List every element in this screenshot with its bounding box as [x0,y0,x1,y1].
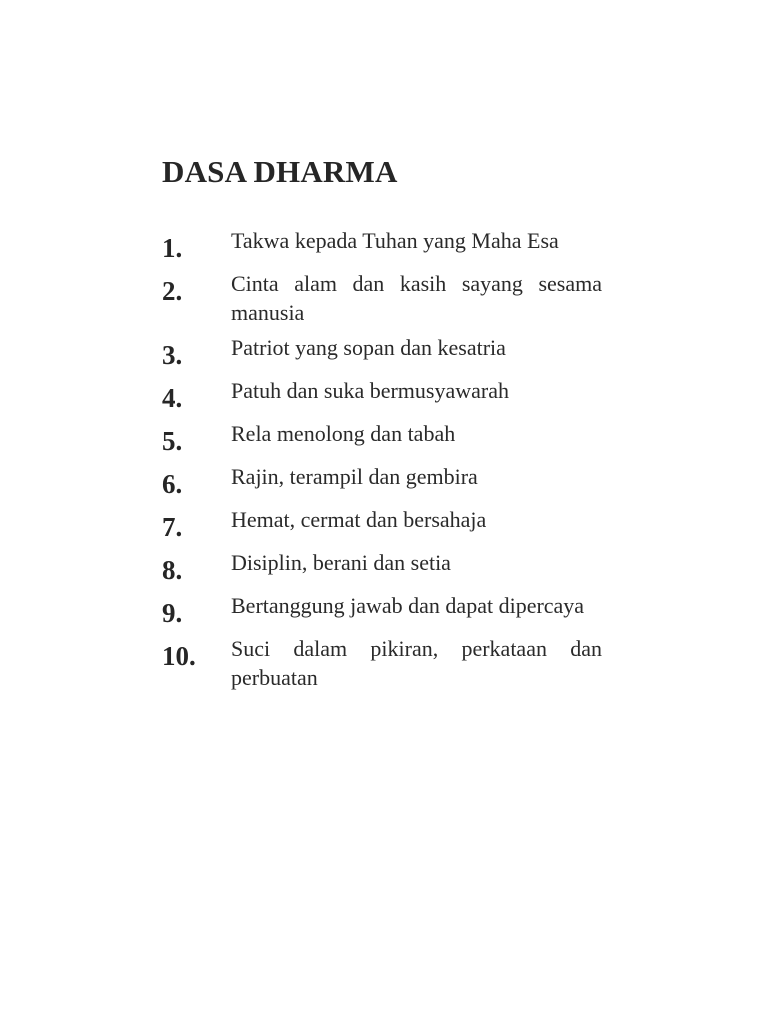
item-number: 8. [162,555,183,585]
item-text: Takwa kepada Tuhan yang Maha Esa [231,228,559,253]
item-number: 5. [162,426,183,456]
item-text: Suci dalam pikiran, perkataan dan perbuatan [231,636,602,690]
list-item [162,548,602,585]
list-item [162,333,602,370]
item-number: 9. [162,598,183,628]
list-item [162,591,602,628]
list-item [162,634,602,692]
item-text: Bertanggung jawab dan dapat dipercaya [231,593,585,618]
list-item [162,505,602,542]
item-number: 6. [162,469,183,499]
dasa-dharma-list [162,226,602,698]
list-item [162,269,602,327]
item-text: Rela menolong dan tabah [231,421,456,446]
item-number: 10. [162,641,196,671]
list-item [162,226,602,263]
item-number: 1. [162,233,183,263]
item-text: Disiplin, berani dan setia [231,550,451,575]
item-number: 2. [162,276,183,306]
list-item [162,462,602,499]
item-text: Patuh dan suka bermusyawarah [231,378,509,403]
document-title: DASA DHARMA [162,154,398,189]
item-text: Patriot yang sopan dan kesatria [231,335,506,360]
item-text: Hemat, cermat dan bersahaja [231,507,487,532]
item-number: 3. [162,340,183,370]
item-number: 7. [162,512,183,542]
item-number: 4. [162,383,183,413]
item-text: Rajin, terampil dan gembira [231,464,478,489]
item-text: Cinta alam dan kasih sayang sesama manusia [231,271,602,325]
list-item [162,419,602,456]
list-item [162,376,602,413]
